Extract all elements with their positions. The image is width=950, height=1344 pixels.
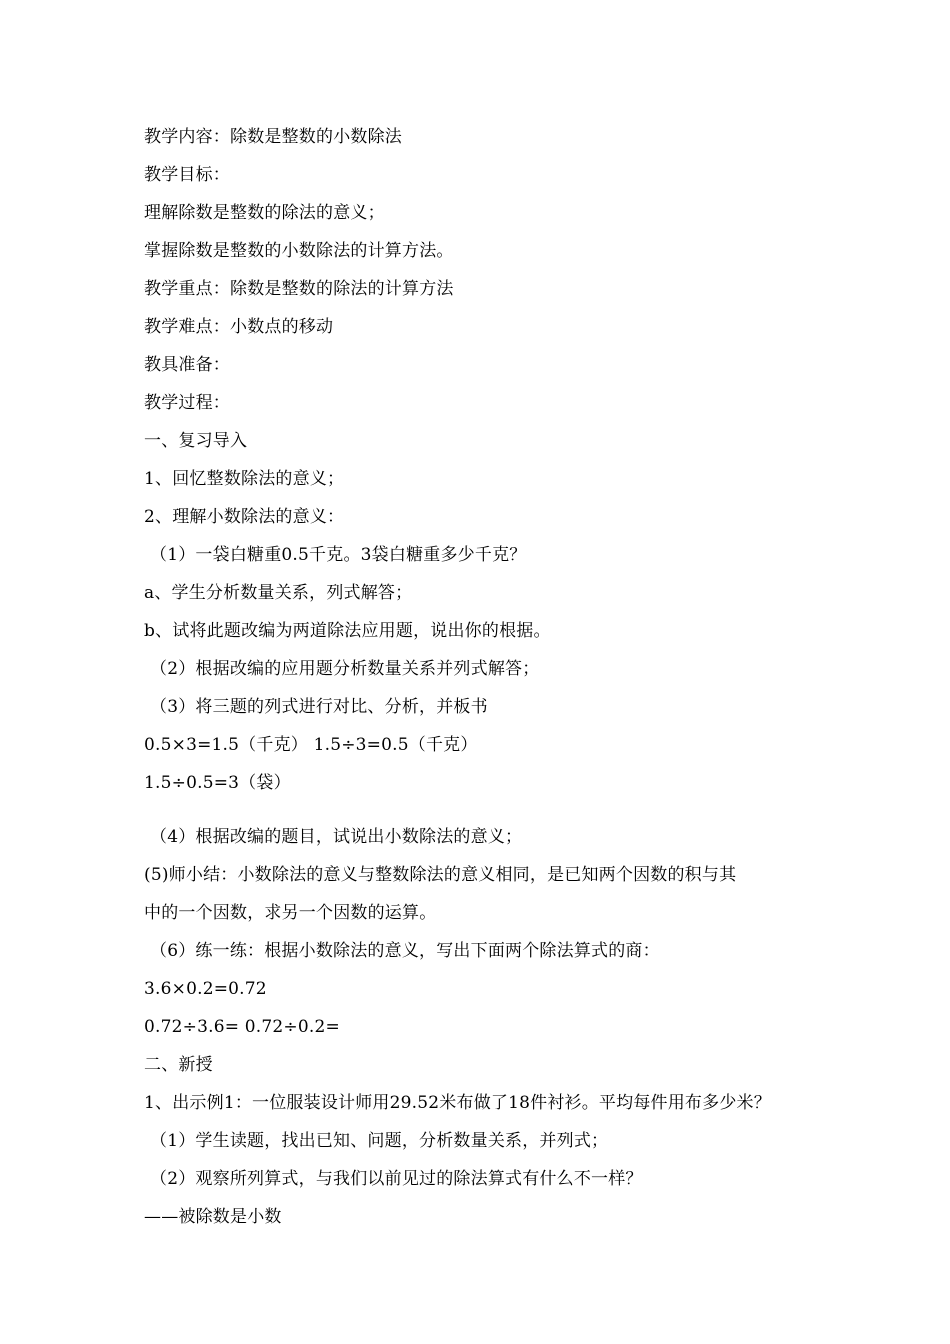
- equation-line-1: 0.5×3=1.5（千克） 1.5÷3=0.5（千克）: [144, 735, 478, 755]
- sub-step-6: （6）练一练：根据小数除法的意义，写出下面两个除法算式的商：: [150, 941, 660, 961]
- sub-step-a: a、学生分析数量关系，列式解答；: [144, 583, 413, 603]
- observation-note: ——被除数是小数: [144, 1207, 282, 1227]
- difficulty-line: 教学难点：小数点的移动: [144, 317, 334, 337]
- section-1-heading: 一、复习导入: [144, 431, 248, 451]
- practice-equation-2: 0.72÷3.6= 0.72÷0.2=: [144, 1017, 340, 1037]
- content-title-line: 教学内容：除数是整数的小数除法: [144, 127, 402, 147]
- step-1: 1、回忆整数除法的意义；: [144, 469, 345, 489]
- section-2-heading: 二、新授: [144, 1055, 213, 1075]
- objective-1: 理解除数是整数的除法的意义；: [144, 203, 385, 223]
- document-body: [144, 118, 844, 1236]
- equation-line-2: 1.5÷0.5=3（袋）: [144, 773, 291, 793]
- objective-2: 掌握除数是整数的小数除法的计算方法。: [144, 241, 454, 261]
- sub-step-1: （1）一袋白糖重0.5千克。3袋白糖重多少千克？: [150, 545, 527, 565]
- example-sub-step-2: （2）观察所列算式，与我们以前见过的除法算式有什么不一样？: [150, 1169, 643, 1189]
- sub-step-3: （3）将三题的列式进行对比、分析，并板书: [150, 697, 488, 717]
- key-point-line: 教学重点：除数是整数的除法的计算方法: [144, 279, 454, 299]
- objectives-heading: 教学目标：: [144, 165, 230, 185]
- sub-step-5-continued: 中的一个因数，求另一个因数的运算。: [144, 903, 437, 923]
- sub-step-2: （2）根据改编的应用题分析数量关系并列式解答；: [150, 659, 540, 679]
- paragraph-gap: [144, 802, 844, 818]
- sub-step-5: (5)师小结：小数除法的意义与整数除法的意义相同，是已知两个因数的积与其: [144, 865, 737, 885]
- example-1: 1、出示例1：一位服装设计师用29.52米布做了18件衬衫。平均每件用布多少米？: [144, 1093, 771, 1113]
- sub-step-b: b、试将此题改编为两道除法应用题，说出你的根据。: [144, 621, 551, 641]
- example-sub-step-1: （1）学生读题，找出已知、问题，分析数量关系，并列式；: [150, 1131, 609, 1151]
- process-heading: 教学过程：: [144, 393, 230, 413]
- materials-line: 教具准备：: [144, 355, 230, 375]
- step-2: 2、理解小数除法的意义：: [144, 507, 345, 527]
- sub-step-4: （4）根据改编的题目，试说出小数除法的意义；: [150, 827, 523, 847]
- practice-equation-1: 3.6×0.2=0.72: [144, 979, 267, 999]
